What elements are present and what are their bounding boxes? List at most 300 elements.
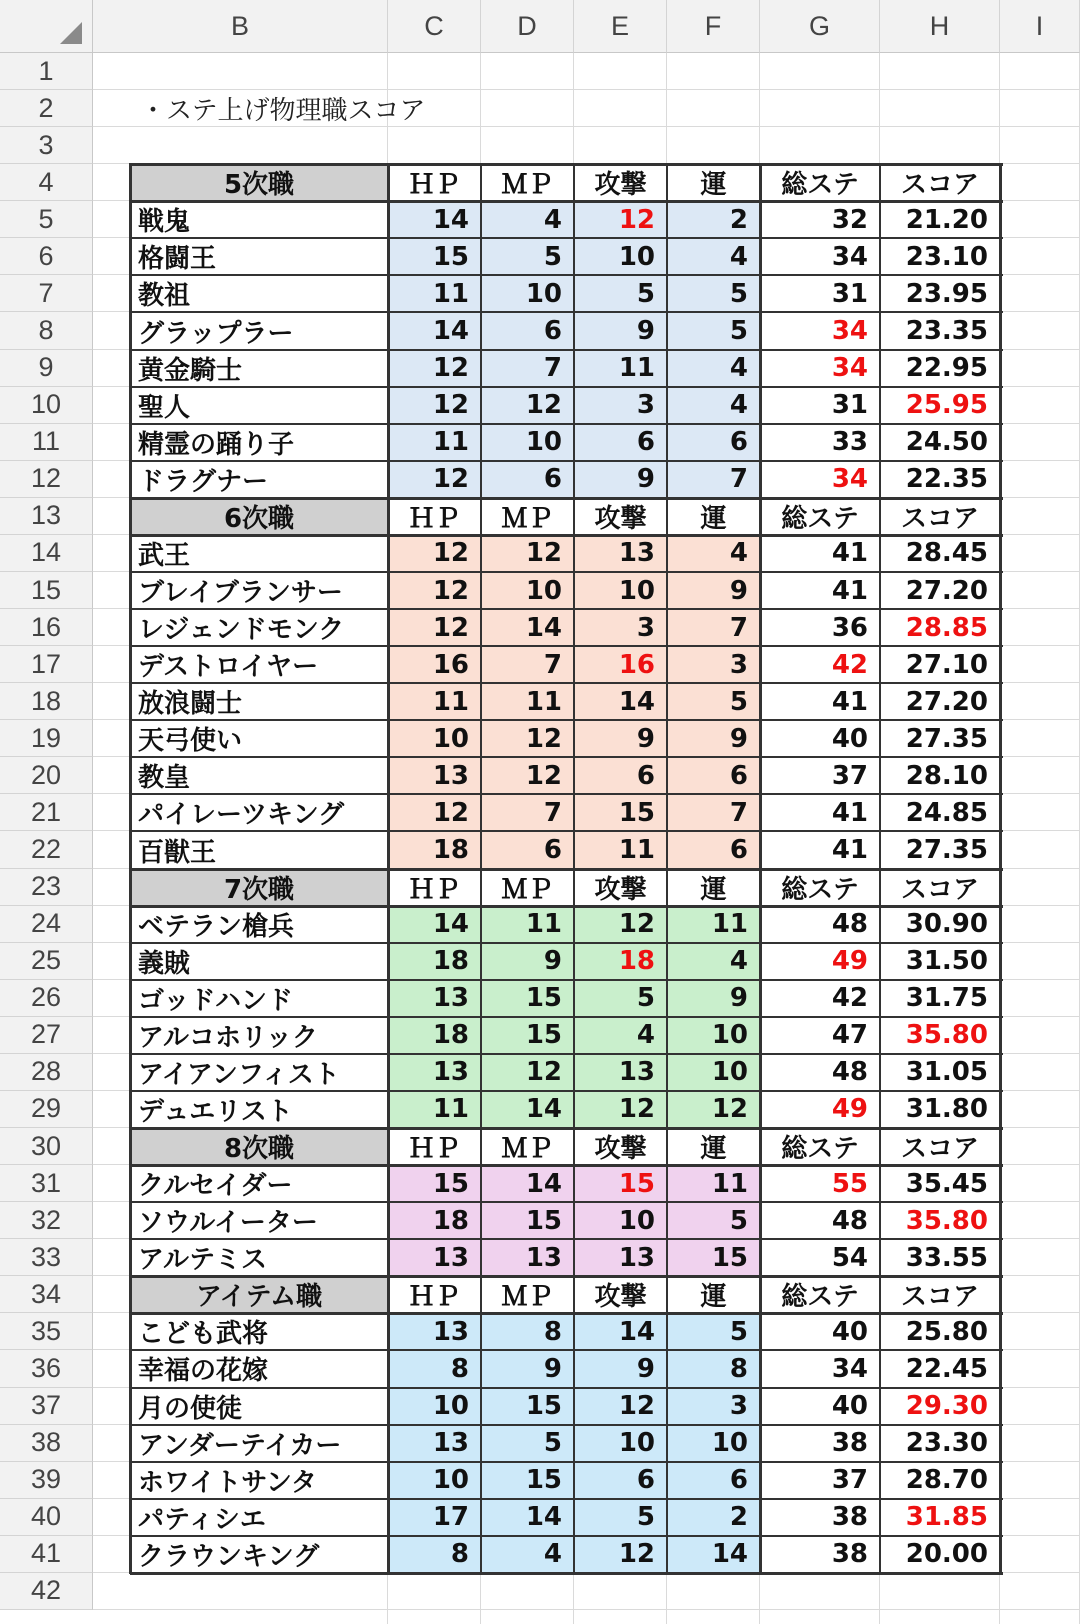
group-title[interactable]: 6次職 (130, 498, 388, 535)
row-header[interactable]: 4 (0, 164, 93, 201)
job-name[interactable]: 教祖 (138, 281, 191, 312)
stat-hp[interactable]: 13 (388, 1239, 481, 1276)
job-name[interactable]: 幸福の花嫁 (138, 1356, 269, 1387)
stat-total[interactable]: 40 (831, 1391, 868, 1422)
stat-score[interactable]: 28.70 (905, 1465, 988, 1496)
row-header[interactable]: 33 (0, 1239, 93, 1276)
stat-score[interactable]: 22.45 (905, 1353, 988, 1384)
row-header[interactable]: 38 (0, 1425, 93, 1462)
job-name[interactable]: グラップラー (138, 318, 294, 349)
stat-luck[interactable]: 5 (667, 683, 760, 720)
column-label[interactable]: 運 (700, 1282, 727, 1313)
row-header[interactable]: 7 (0, 275, 93, 312)
job-name[interactable]: ベテラン槍兵 (138, 911, 295, 942)
stat-hp[interactable]: 15 (388, 1165, 481, 1202)
stat-total[interactable]: 42 (831, 649, 868, 680)
job-name[interactable]: アイアンフィスト (138, 1059, 340, 1090)
column-header-I[interactable]: I (1000, 0, 1080, 53)
stat-atk[interactable]: 12 (574, 906, 667, 943)
stat-mp[interactable]: 11 (481, 683, 574, 720)
stat-hp[interactable]: 10 (388, 720, 481, 757)
row-header[interactable]: 28 (0, 1054, 93, 1091)
job-name[interactable]: アルコホリック (138, 1022, 318, 1053)
stat-atk[interactable]: 11 (574, 350, 667, 387)
stat-mp[interactable]: 12 (481, 720, 574, 757)
stat-score[interactable]: 23.10 (905, 241, 988, 272)
stat-atk[interactable]: 9 (574, 720, 667, 757)
stat-luck[interactable]: 9 (667, 720, 760, 757)
column-label[interactable]: 攻撃 (594, 1134, 647, 1165)
row-header[interactable]: 23 (0, 869, 93, 906)
stat-mp[interactable]: 14 (481, 609, 574, 646)
row-header[interactable]: 41 (0, 1536, 93, 1573)
job-name[interactable]: デュエリスト (138, 1096, 293, 1127)
row-header[interactable]: 36 (0, 1350, 93, 1387)
stat-atk[interactable]: 5 (574, 980, 667, 1017)
stat-atk[interactable]: 10 (574, 238, 667, 275)
row-header[interactable]: 11 (0, 424, 93, 461)
stat-atk[interactable]: 12 (574, 1536, 667, 1573)
stat-atk[interactable]: 15 (574, 794, 667, 831)
stat-luck[interactable]: 6 (667, 831, 760, 868)
stat-hp[interactable]: 15 (388, 238, 481, 275)
column-label[interactable]: ＭＰ (501, 170, 554, 201)
stat-score[interactable]: 23.35 (905, 316, 988, 347)
stat-luck[interactable]: 3 (667, 646, 760, 683)
stat-total[interactable]: 40 (831, 723, 868, 754)
stat-mp[interactable]: 10 (481, 275, 574, 312)
stat-score[interactable]: 23.95 (905, 278, 988, 309)
column-label[interactable]: ＨＰ (408, 170, 461, 201)
column-label[interactable]: 運 (700, 170, 727, 201)
column-header-G[interactable]: G (760, 0, 880, 53)
stat-total[interactable]: 38 (831, 1539, 868, 1570)
row-header[interactable]: 29 (0, 1091, 93, 1128)
stat-mp[interactable]: 7 (481, 794, 574, 831)
stat-mp[interactable]: 14 (481, 1165, 574, 1202)
stat-atk[interactable]: 9 (574, 312, 667, 349)
stat-luck[interactable]: 4 (667, 535, 760, 572)
job-name[interactable]: 教皇 (138, 763, 191, 794)
column-label[interactable]: ＭＰ (501, 1134, 554, 1165)
stat-hp[interactable]: 10 (388, 1388, 481, 1425)
stat-score[interactable]: 27.35 (905, 835, 988, 865)
stat-mp[interactable]: 5 (481, 1425, 574, 1462)
job-name[interactable]: アンダーテイカー (138, 1430, 342, 1461)
select-all-corner[interactable] (0, 0, 93, 53)
stat-luck[interactable]: 5 (667, 312, 760, 349)
job-name[interactable]: パイレーツキング (138, 800, 345, 831)
stat-mp[interactable]: 9 (481, 943, 574, 980)
stat-score[interactable]: 31.80 (905, 1094, 988, 1125)
row-header[interactable]: 19 (0, 720, 93, 757)
stat-total[interactable]: 49 (831, 1094, 868, 1125)
row-header[interactable]: 6 (0, 238, 93, 275)
stat-hp[interactable]: 12 (388, 609, 481, 646)
stat-mp[interactable]: 15 (481, 1462, 574, 1499)
job-name[interactable]: デストロイヤー (138, 652, 319, 683)
stat-luck[interactable]: 10 (667, 1017, 760, 1054)
stat-hp[interactable]: 16 (388, 646, 481, 683)
stat-score[interactable]: 31.75 (905, 983, 988, 1014)
job-name[interactable]: レジェンドモンク (138, 615, 345, 646)
stat-hp[interactable]: 11 (388, 424, 481, 461)
stat-luck[interactable]: 15 (667, 1239, 760, 1276)
stat-atk[interactable]: 13 (574, 535, 667, 572)
column-header-D[interactable]: D (481, 0, 574, 53)
stat-hp[interactable]: 13 (388, 757, 481, 794)
stat-atk[interactable]: 4 (574, 1017, 667, 1054)
stat-luck[interactable]: 6 (667, 757, 760, 794)
stat-hp[interactable]: 11 (388, 1091, 481, 1128)
stat-hp[interactable]: 12 (388, 461, 481, 498)
stat-mp[interactable]: 4 (481, 201, 574, 238)
row-header[interactable]: 20 (0, 757, 93, 794)
stat-score[interactable]: 24.50 (905, 427, 988, 458)
column-label[interactable]: 総ステ (781, 170, 859, 201)
stat-score[interactable]: 21.20 (905, 204, 988, 235)
stat-mp[interactable]: 7 (481, 646, 574, 683)
stat-total[interactable]: 55 (831, 1168, 868, 1199)
stat-luck[interactable]: 11 (667, 1165, 760, 1202)
stat-hp[interactable]: 13 (388, 980, 481, 1017)
stat-mp[interactable]: 6 (481, 831, 574, 868)
row-header[interactable]: 37 (0, 1388, 93, 1425)
stat-atk[interactable]: 9 (574, 1350, 667, 1387)
stat-atk[interactable]: 12 (574, 201, 667, 238)
stat-mp[interactable]: 12 (481, 387, 574, 424)
stat-mp[interactable]: 6 (481, 461, 574, 498)
stat-atk[interactable]: 11 (574, 831, 667, 868)
stat-total[interactable]: 41 (831, 797, 868, 828)
stat-atk[interactable]: 6 (574, 1462, 667, 1499)
column-header-C[interactable]: C (388, 0, 481, 53)
stat-luck[interactable]: 7 (667, 461, 760, 498)
stat-total[interactable]: 37 (831, 760, 868, 791)
job-name[interactable]: こども武将 (138, 1319, 269, 1350)
column-label[interactable]: ＭＰ (501, 874, 554, 905)
job-name[interactable]: 戦鬼 (138, 207, 191, 238)
stat-atk[interactable]: 15 (574, 1165, 667, 1202)
stat-score[interactable]: 29.30 (905, 1391, 988, 1422)
stat-atk[interactable]: 5 (574, 1499, 667, 1536)
column-label[interactable]: 運 (700, 503, 727, 534)
stat-total[interactable]: 41 (831, 575, 868, 606)
row-header[interactable]: 31 (0, 1165, 93, 1202)
row-header[interactable]: 14 (0, 535, 93, 572)
row-header[interactable]: 24 (0, 906, 93, 943)
stat-total[interactable]: 41 (831, 538, 868, 569)
stat-mp[interactable]: 15 (481, 980, 574, 1017)
column-header-F[interactable]: F (667, 0, 760, 53)
job-name[interactable]: パティシエ (138, 1504, 266, 1535)
stat-hp[interactable]: 14 (388, 201, 481, 238)
stat-atk[interactable]: 10 (574, 1425, 667, 1462)
stat-mp[interactable]: 11 (481, 906, 574, 943)
stat-luck[interactable]: 8 (667, 1350, 760, 1387)
column-label[interactable]: 攻撃 (594, 874, 647, 905)
job-name[interactable]: ホワイトサンタ (138, 1467, 317, 1498)
row-header[interactable]: 27 (0, 1017, 93, 1054)
stat-mp[interactable]: 7 (481, 350, 574, 387)
stat-luck[interactable]: 10 (667, 1054, 760, 1091)
job-name[interactable]: クラウンキング (138, 1541, 320, 1572)
stat-hp[interactable]: 18 (388, 1017, 481, 1054)
stat-luck[interactable]: 9 (667, 572, 760, 609)
stat-total[interactable]: 31 (831, 390, 868, 421)
stat-score[interactable]: 31.05 (905, 1057, 988, 1088)
stat-luck[interactable]: 5 (667, 275, 760, 312)
stat-atk[interactable]: 6 (574, 757, 667, 794)
column-label[interactable]: 攻撃 (594, 170, 647, 201)
stat-mp[interactable]: 15 (481, 1017, 574, 1054)
row-header[interactable]: 39 (0, 1462, 93, 1499)
stat-score[interactable]: 22.35 (905, 464, 988, 495)
row-header[interactable]: 9 (0, 350, 93, 387)
group-title[interactable]: 7次職 (130, 869, 388, 906)
stat-score[interactable]: 23.30 (905, 1428, 988, 1459)
stat-luck[interactable]: 9 (667, 980, 760, 1017)
row-header[interactable]: 13 (0, 498, 93, 535)
stat-total[interactable]: 34 (831, 316, 868, 347)
stat-hp[interactable]: 18 (388, 1202, 481, 1239)
stat-mp[interactable]: 6 (481, 312, 574, 349)
group-title[interactable]: 8次職 (130, 1128, 388, 1165)
job-name[interactable]: 百獣王 (138, 837, 217, 868)
job-name[interactable]: 義賊 (138, 948, 191, 979)
stat-atk[interactable]: 13 (574, 1239, 667, 1276)
job-name[interactable]: 天弓使い (138, 726, 243, 757)
row-header[interactable]: 22 (0, 831, 93, 868)
stat-mp[interactable]: 10 (481, 424, 574, 461)
stat-luck[interactable]: 4 (667, 238, 760, 275)
stat-total[interactable]: 34 (831, 353, 868, 384)
row-header[interactable]: 18 (0, 683, 93, 720)
stat-score[interactable]: 35.80 (905, 1020, 988, 1051)
stat-atk[interactable]: 6 (574, 424, 667, 461)
stat-hp[interactable]: 12 (388, 535, 481, 572)
stat-score[interactable]: 27.20 (905, 686, 988, 717)
column-label[interactable]: 攻撃 (594, 1282, 647, 1313)
stat-luck[interactable]: 10 (667, 1425, 760, 1462)
stat-total[interactable]: 41 (831, 835, 868, 865)
column-label[interactable]: スコア (900, 1134, 979, 1165)
row-header[interactable]: 3 (0, 127, 93, 164)
job-name[interactable]: クルセイダー (138, 1171, 293, 1202)
job-name[interactable]: アルテミス (138, 1245, 267, 1276)
stat-atk[interactable]: 5 (574, 275, 667, 312)
column-header-H[interactable]: H (880, 0, 1000, 53)
column-label[interactable]: ＨＰ (408, 1282, 461, 1313)
stat-hp[interactable]: 13 (388, 1425, 481, 1462)
stat-total[interactable]: 34 (831, 241, 868, 272)
job-name[interactable]: 聖人 (138, 392, 191, 423)
column-label[interactable]: 運 (700, 1134, 727, 1165)
stat-hp[interactable]: 12 (388, 350, 481, 387)
stat-score[interactable]: 27.10 (905, 649, 988, 680)
stat-total[interactable]: 31 (831, 278, 868, 309)
stat-total[interactable]: 33 (831, 427, 868, 458)
stat-luck[interactable]: 2 (667, 1499, 760, 1536)
stat-hp[interactable]: 14 (388, 906, 481, 943)
row-header[interactable]: 10 (0, 387, 93, 424)
stat-mp[interactable]: 8 (481, 1313, 574, 1350)
stat-luck[interactable]: 11 (667, 906, 760, 943)
column-header-E[interactable]: E (574, 0, 667, 53)
stat-atk[interactable]: 10 (574, 572, 667, 609)
column-label[interactable]: ＨＰ (408, 1134, 461, 1165)
row-header[interactable]: 15 (0, 572, 93, 609)
stat-hp[interactable]: 8 (388, 1350, 481, 1387)
column-label[interactable]: 総ステ (781, 1134, 859, 1165)
group-title[interactable]: 5次職 (130, 164, 388, 201)
stat-total[interactable]: 54 (831, 1242, 868, 1273)
stat-luck[interactable]: 7 (667, 794, 760, 831)
stat-mp[interactable]: 15 (481, 1388, 574, 1425)
stat-hp[interactable]: 18 (388, 943, 481, 980)
stat-atk[interactable]: 18 (574, 943, 667, 980)
column-label[interactable]: スコア (900, 170, 979, 201)
stat-hp[interactable]: 17 (388, 1499, 481, 1536)
stat-score[interactable]: 31.85 (905, 1502, 988, 1533)
stat-luck[interactable]: 7 (667, 609, 760, 646)
stat-luck[interactable]: 3 (667, 1388, 760, 1425)
stat-atk[interactable]: 16 (574, 646, 667, 683)
column-label[interactable]: 総ステ (781, 1282, 859, 1313)
stat-hp[interactable]: 10 (388, 1462, 481, 1499)
stat-hp[interactable]: 12 (388, 794, 481, 831)
row-header[interactable]: 12 (0, 461, 93, 498)
column-header-B[interactable]: B (93, 0, 388, 53)
row-header[interactable]: 21 (0, 794, 93, 831)
row-header[interactable]: 35 (0, 1313, 93, 1350)
row-header[interactable]: 32 (0, 1202, 93, 1239)
stat-mp[interactable]: 9 (481, 1350, 574, 1387)
column-label[interactable]: ＨＰ (408, 503, 461, 534)
job-name[interactable]: ソウルイーター (138, 1208, 318, 1239)
stat-total[interactable]: 48 (831, 1057, 868, 1088)
job-name[interactable]: ブレイブランサー (138, 578, 343, 608)
row-header[interactable]: 16 (0, 609, 93, 646)
stat-score[interactable]: 27.20 (905, 575, 988, 606)
stat-total[interactable]: 38 (831, 1428, 868, 1459)
column-label[interactable]: ＭＰ (501, 1282, 554, 1313)
row-header[interactable]: 8 (0, 312, 93, 349)
column-label[interactable]: 運 (700, 874, 727, 905)
job-name[interactable]: 武王 (138, 540, 191, 571)
stat-score[interactable]: 24.85 (905, 797, 988, 828)
stat-luck[interactable]: 4 (667, 350, 760, 387)
stat-score[interactable]: 28.45 (905, 538, 988, 569)
stat-score[interactable]: 35.45 (905, 1168, 988, 1199)
stat-mp[interactable]: 4 (481, 1536, 574, 1573)
stat-luck[interactable]: 12 (667, 1091, 760, 1128)
row-header[interactable]: 25 (0, 943, 93, 980)
job-name[interactable]: 格闘王 (138, 244, 217, 275)
stat-atk[interactable]: 3 (574, 609, 667, 646)
stat-total[interactable]: 36 (831, 612, 868, 643)
sheet-title[interactable]: ・ステ上げ物理職スコア (140, 95, 426, 126)
stat-total[interactable]: 48 (831, 1205, 868, 1236)
job-name[interactable]: 精霊の踊り子 (138, 429, 295, 460)
stat-mp[interactable]: 14 (481, 1499, 574, 1536)
stat-score[interactable]: 31.50 (905, 946, 988, 977)
stat-total[interactable]: 34 (831, 464, 868, 495)
stat-mp[interactable]: 12 (481, 535, 574, 572)
stat-total[interactable]: 49 (831, 946, 868, 977)
job-name[interactable]: 月の使徒 (138, 1393, 243, 1424)
column-label[interactable]: ＨＰ (408, 874, 461, 905)
stat-luck[interactable]: 14 (667, 1536, 760, 1573)
column-label[interactable]: スコア (900, 1282, 979, 1313)
column-label[interactable]: スコア (900, 503, 979, 534)
column-label[interactable]: ＭＰ (501, 503, 554, 534)
column-label[interactable]: 攻撃 (594, 503, 647, 534)
stat-score[interactable]: 28.10 (905, 760, 988, 791)
row-header[interactable]: 1 (0, 53, 93, 90)
stat-score[interactable]: 20.00 (905, 1539, 988, 1570)
stat-mp[interactable]: 10 (481, 572, 574, 609)
group-title[interactable]: アイテム職 (130, 1276, 388, 1313)
stat-luck[interactable]: 6 (667, 1462, 760, 1499)
stat-hp[interactable]: 8 (388, 1536, 481, 1573)
stat-atk[interactable]: 12 (574, 1388, 667, 1425)
stat-total[interactable]: 47 (831, 1020, 868, 1051)
row-header[interactable]: 40 (0, 1499, 93, 1536)
stat-score[interactable]: 27.35 (905, 723, 988, 754)
stat-total[interactable]: 41 (831, 686, 868, 717)
row-header[interactable]: 5 (0, 201, 93, 238)
stat-score[interactable]: 33.55 (905, 1242, 988, 1273)
stat-score[interactable]: 35.80 (905, 1205, 988, 1236)
stat-mp[interactable]: 14 (481, 1091, 574, 1128)
stat-score[interactable]: 25.80 (905, 1316, 988, 1347)
stat-luck[interactable]: 4 (667, 943, 760, 980)
stat-atk[interactable]: 14 (574, 683, 667, 720)
stat-hp[interactable]: 11 (388, 683, 481, 720)
stat-score[interactable]: 28.85 (905, 612, 988, 643)
stat-score[interactable]: 25.95 (905, 390, 988, 421)
row-header[interactable]: 2 (0, 90, 93, 127)
stat-total[interactable]: 34 (831, 1353, 868, 1384)
stat-luck[interactable]: 4 (667, 387, 760, 424)
stat-score[interactable]: 22.95 (905, 353, 988, 384)
stat-luck[interactable]: 5 (667, 1313, 760, 1350)
column-label[interactable]: 総ステ (781, 874, 859, 905)
stat-hp[interactable]: 14 (388, 312, 481, 349)
stat-hp[interactable]: 12 (388, 387, 481, 424)
stat-hp[interactable]: 11 (388, 275, 481, 312)
stat-luck[interactable]: 5 (667, 1202, 760, 1239)
stat-atk[interactable]: 3 (574, 387, 667, 424)
stat-mp[interactable]: 5 (481, 238, 574, 275)
stat-hp[interactable]: 18 (388, 831, 481, 868)
stat-atk[interactable]: 14 (574, 1313, 667, 1350)
job-name[interactable]: ドラグナー (138, 466, 269, 497)
row-header[interactable]: 26 (0, 980, 93, 1017)
stat-hp[interactable]: 12 (388, 572, 481, 609)
stat-total[interactable]: 38 (831, 1502, 868, 1533)
stat-score[interactable]: 30.90 (905, 909, 988, 940)
stat-luck[interactable]: 2 (667, 201, 760, 238)
stat-mp[interactable]: 13 (481, 1239, 574, 1276)
column-label[interactable]: 総ステ (781, 503, 859, 534)
row-header[interactable]: 42 (0, 1573, 93, 1610)
stat-mp[interactable]: 12 (481, 1054, 574, 1091)
job-name[interactable]: 放浪闘士 (138, 689, 243, 720)
row-header[interactable]: 17 (0, 646, 93, 683)
stat-hp[interactable]: 13 (388, 1054, 481, 1091)
